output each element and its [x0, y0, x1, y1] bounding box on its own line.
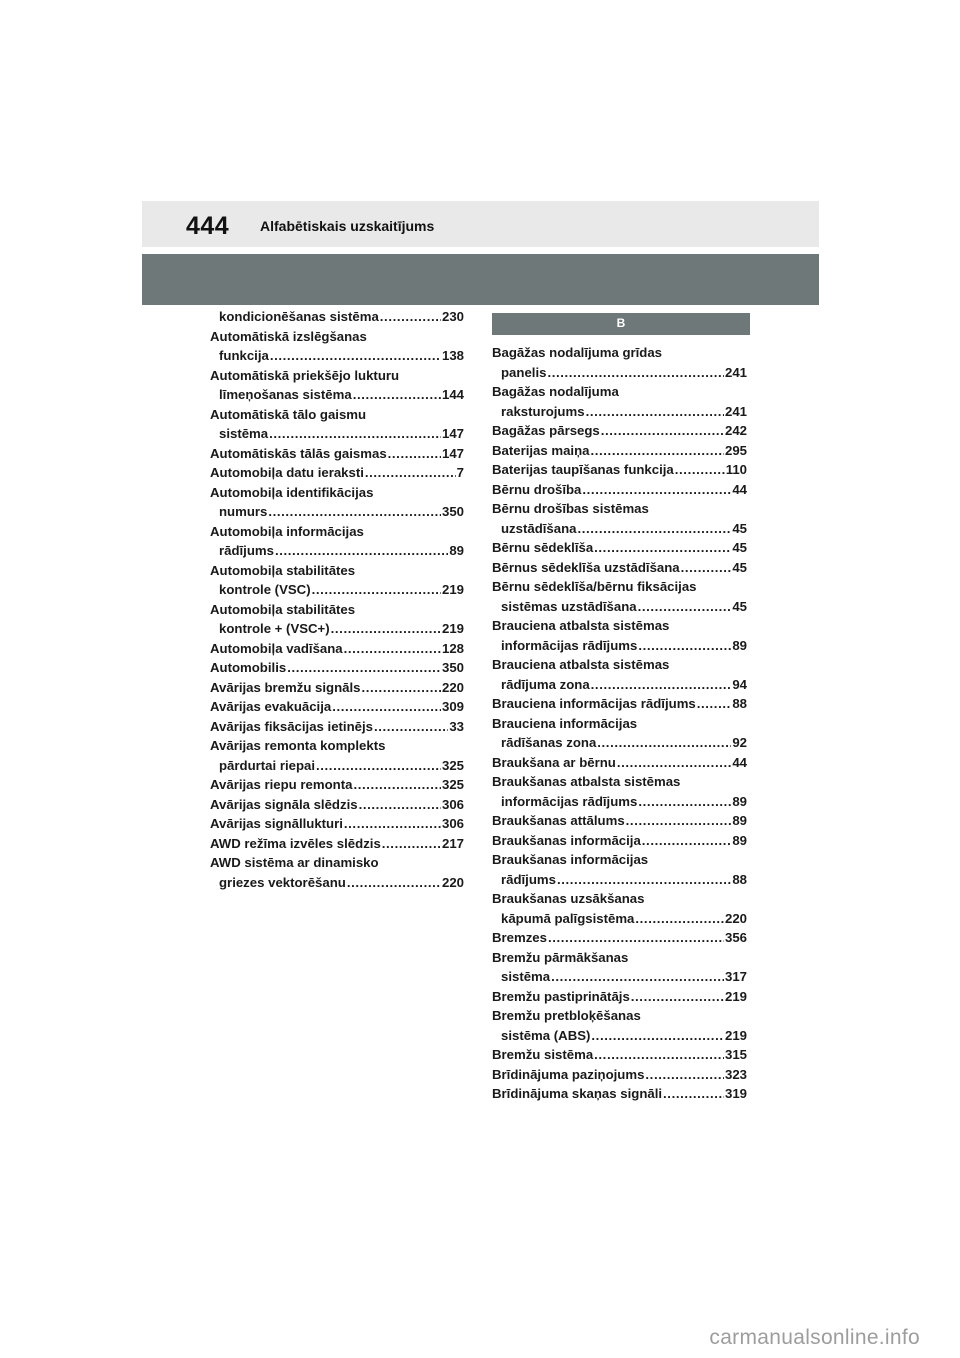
page-reference: 219	[441, 582, 464, 597]
index-entry-line	[210, 483, 464, 503]
index-entry	[492, 441, 747, 461]
index-entry	[210, 366, 464, 405]
index-term: Baterijas taupīšanas funkcija	[492, 462, 674, 477]
index-column-right	[492, 343, 747, 1104]
dot-leader	[586, 402, 724, 422]
index-entry-line	[492, 577, 747, 597]
index-term: numurs	[219, 504, 268, 519]
index-entry-line	[492, 460, 747, 480]
index-entry	[210, 561, 464, 600]
index-entry	[210, 483, 464, 522]
index-entry	[492, 655, 747, 694]
index-term: Bērnu sēdeklīša	[492, 540, 594, 555]
letter-heading-b: B	[492, 313, 750, 335]
dot-leader	[578, 519, 732, 539]
index-term: sistēmas uzstādīšana	[501, 598, 637, 614]
index-term: Brauciena informācijas rādījums	[492, 696, 696, 711]
dot-leader	[347, 873, 441, 893]
index-entry-line	[492, 1026, 747, 1046]
dot-leader	[344, 639, 441, 659]
index-entry-line	[492, 987, 747, 1007]
decorative-band	[142, 254, 819, 305]
index-term: Bērnu drošības sistēmas	[492, 501, 649, 516]
index-entry	[210, 658, 464, 678]
index-entry	[210, 463, 464, 483]
index-term: rādījums	[501, 871, 556, 887]
dot-leader	[601, 421, 724, 441]
index-entry-line	[210, 463, 464, 483]
index-entry	[210, 522, 464, 561]
index-entry-line	[210, 327, 464, 347]
index-term: informācijas rādījums	[501, 793, 638, 809]
page-reference: 220	[441, 874, 464, 890]
dot-leader	[638, 792, 731, 812]
index-term: Brauciena atbalsta sistēmas	[492, 618, 670, 633]
page-reference: 317	[724, 969, 747, 984]
index-entry-line	[492, 538, 747, 558]
index-entry	[492, 480, 747, 500]
index-term: Braukšanas informācijas	[492, 852, 649, 867]
index-entry-line	[210, 502, 464, 522]
index-entry	[210, 639, 464, 659]
index-entry	[492, 831, 747, 851]
index-term: AWD režīma izvēles slēdzis	[210, 835, 381, 851]
index-entry-line	[492, 870, 747, 890]
watermark: carmanualsonline.info	[709, 1326, 920, 1349]
index-entry	[492, 948, 747, 987]
index-term: Avārijas signāllukturi	[210, 816, 343, 831]
index-entry	[210, 405, 464, 444]
dot-leader	[551, 967, 724, 987]
page-reference: 220	[724, 910, 747, 926]
index-entry-line	[492, 948, 747, 968]
index-entry-line	[210, 678, 464, 698]
index-term: Automātiskā izslēgšanas	[210, 328, 367, 344]
index-entry	[492, 577, 747, 616]
index-entry-line	[210, 736, 464, 756]
dot-leader	[359, 795, 441, 815]
index-entry	[210, 795, 464, 815]
dot-leader	[548, 928, 724, 948]
index-entry-line	[210, 853, 464, 873]
index-entry-line	[492, 343, 747, 363]
index-term: Brīdinājuma skaņas signāli	[492, 1086, 663, 1101]
index-term: Braukšanas attālums	[492, 813, 625, 828]
index-entry	[492, 1065, 747, 1085]
index-entry-line	[210, 522, 464, 542]
index-term: rādīšanas zona	[501, 735, 597, 750]
index-entry	[492, 460, 747, 480]
dot-leader	[591, 675, 732, 695]
index-entry	[492, 889, 747, 928]
dot-leader	[675, 460, 725, 480]
index-entry	[210, 736, 464, 775]
page-reference: 89	[732, 832, 747, 848]
dot-leader	[547, 363, 724, 383]
dot-leader	[382, 834, 441, 854]
dot-leader	[645, 1065, 724, 1085]
page-reference: 89	[732, 637, 747, 653]
index-entry	[492, 558, 747, 578]
page-reference: 230	[441, 309, 464, 324]
index-term: Brīdinājuma paziņojums	[492, 1066, 645, 1082]
dot-leader	[380, 307, 441, 327]
dot-leader	[681, 558, 732, 578]
index-term: rādījuma zona	[501, 676, 590, 692]
index-entry-line	[492, 597, 747, 617]
index-term: līmeņošanas sistēma	[219, 387, 352, 402]
page-reference: 44	[732, 481, 747, 497]
dot-leader	[344, 814, 441, 834]
index-term: Automātiskās tālās gaismas	[210, 445, 387, 461]
dot-leader	[617, 753, 731, 773]
index-entry-line	[492, 636, 747, 656]
index-entry	[492, 694, 747, 714]
index-entry-line	[492, 675, 747, 695]
index-term: sistēma (ABS)	[501, 1027, 591, 1043]
index-entry-line	[492, 733, 747, 753]
index-entry-line	[210, 619, 464, 639]
page-number: 444	[186, 212, 230, 240]
index-column-left	[210, 307, 464, 892]
index-term: Avārijas riepu remonta	[210, 777, 353, 792]
index-term: informācijas rādījums	[501, 637, 638, 653]
index-entry-line	[210, 717, 464, 737]
index-term: Automobiļa vadīšana	[210, 640, 343, 656]
index-entry-line	[492, 694, 747, 714]
page-reference: 217	[441, 835, 464, 851]
index-term: kontrole + (VSC+)	[219, 621, 330, 636]
dot-leader	[557, 870, 731, 890]
index-term: Automobiļa stabilitātes	[210, 562, 356, 578]
index-entry-line	[492, 558, 747, 578]
page-reference: 92	[732, 735, 747, 750]
index-entry-line	[492, 850, 747, 870]
index-entry-line	[492, 421, 747, 441]
index-entry-line	[492, 441, 747, 461]
section-title: Alfabētiskais uzskaitījums	[260, 218, 435, 234]
index-entry	[492, 1045, 747, 1065]
index-entry-line	[492, 1084, 747, 1104]
index-entry	[492, 753, 747, 773]
index-entry-line	[210, 639, 464, 659]
index-entry	[210, 327, 464, 366]
index-term: griezes vektorēšanu	[219, 874, 346, 890]
index-term: panelis	[501, 364, 547, 380]
dot-leader	[332, 697, 441, 717]
index-term: sistēma	[219, 426, 269, 441]
page-reference: 128	[441, 640, 464, 656]
index-entry	[492, 616, 747, 655]
page-reference: 45	[732, 520, 747, 536]
index-entry-line	[210, 405, 464, 425]
page-reference: 325	[441, 757, 464, 773]
index-entry-line	[210, 561, 464, 581]
index-entry-line	[210, 795, 464, 815]
index-term: Braukšanas atbalsta sistēmas	[492, 774, 681, 789]
index-term: Avārijas remonta komplekts	[210, 738, 386, 753]
index-entry-line	[492, 928, 747, 948]
index-entry	[210, 307, 464, 327]
index-entry-line	[492, 1065, 747, 1085]
dot-leader	[269, 424, 441, 444]
index-entry-line	[210, 834, 464, 854]
index-term: Automobiļa informācijas	[210, 523, 364, 539]
index-entry-line	[210, 775, 464, 795]
index-entry-line	[492, 402, 747, 422]
index-entry	[210, 853, 464, 892]
page-reference: 7	[456, 465, 464, 480]
index-entry-line	[492, 1006, 747, 1026]
dot-leader	[362, 678, 441, 698]
index-entry-line	[210, 346, 464, 366]
index-entry-line	[492, 831, 747, 851]
index-entry	[492, 772, 747, 811]
index-term: Avārijas evakuācija	[210, 699, 332, 714]
page-reference: 219	[724, 988, 747, 1004]
index-term: rādījums	[219, 543, 274, 558]
dot-leader	[270, 346, 441, 366]
index-entry	[492, 382, 747, 421]
page-reference: 44	[732, 754, 747, 770]
dot-leader	[275, 541, 448, 561]
page-reference: 138	[441, 348, 464, 363]
dot-leader	[353, 385, 441, 405]
dot-leader	[374, 717, 448, 737]
page-reference: 323	[724, 1066, 747, 1082]
dot-leader	[635, 909, 724, 929]
page-reference: 110	[725, 462, 747, 477]
index-term: kondicionēšanas sistēma	[219, 309, 379, 324]
page-reference: 315	[724, 1047, 747, 1062]
index-entry-line	[210, 756, 464, 776]
page-reference: 88	[732, 871, 747, 887]
index-entry-line	[210, 658, 464, 678]
index-term: raksturojums	[501, 403, 585, 419]
page-reference: 295	[724, 442, 747, 458]
page-reference: 241	[724, 364, 747, 380]
index-entry-line	[210, 385, 464, 405]
page-reference: 147	[441, 426, 464, 441]
dot-leader	[365, 463, 456, 483]
dot-leader	[388, 444, 441, 464]
page-reference: 45	[732, 598, 747, 614]
dot-leader	[353, 775, 441, 795]
dot-leader	[594, 538, 731, 558]
page-reference: 144	[441, 387, 464, 402]
index-entry-line	[492, 616, 747, 636]
index-entry-line	[492, 519, 747, 539]
index-entry	[210, 834, 464, 854]
dot-leader	[591, 1026, 724, 1046]
index-term: kāpumā palīgsistēma	[501, 910, 635, 926]
index-term: pārdurtai riepai	[219, 757, 316, 773]
index-entry	[492, 1006, 747, 1045]
index-entry-line	[210, 366, 464, 386]
index-term: Brauciena atbalsta sistēmas	[492, 657, 670, 672]
index-term: Bērnus sēdeklīša uzstādīšana	[492, 559, 680, 575]
page-reference: 147	[441, 445, 464, 461]
index-entry-line	[210, 307, 464, 327]
index-term: Bremžu pretbloķēšanas	[492, 1008, 641, 1023]
index-term: Automātiskā tālo gaismu	[210, 406, 367, 422]
page-reference: 89	[732, 813, 747, 828]
page-reference: 45	[732, 540, 747, 555]
page-reference: 219	[441, 621, 464, 636]
index-entry-line	[492, 714, 747, 734]
index-term: Automobiļa stabilitātes	[210, 601, 356, 617]
dot-leader	[638, 597, 732, 617]
header-band	[142, 201, 819, 247]
index-term: Bremžu pārmākšanas	[492, 949, 629, 965]
dot-leader	[582, 480, 731, 500]
index-term: Bremzes	[492, 930, 547, 945]
page-reference: 89	[732, 793, 747, 809]
index-term: Automobilis	[210, 660, 287, 675]
index-entry	[492, 343, 747, 382]
index-entry-line	[210, 424, 464, 444]
index-entry-line	[492, 363, 747, 383]
index-entry	[492, 987, 747, 1007]
page-reference: 319	[724, 1086, 747, 1101]
dot-leader	[591, 441, 724, 461]
index-entry-line	[210, 580, 464, 600]
index-term: Bērnu sēdeklīša/bērnu fiksācijas	[492, 579, 697, 594]
index-term: kontrole (VSC)	[219, 582, 311, 597]
index-term: Bērnu drošība	[492, 481, 582, 497]
page-reference: 45	[732, 559, 747, 575]
page-reference: 309	[441, 699, 464, 714]
dot-leader	[312, 580, 441, 600]
index-term: Braukšanas uzsākšanas	[492, 891, 645, 906]
page-reference: 356	[724, 930, 747, 945]
index-entry-line	[492, 909, 747, 929]
index-entry	[492, 714, 747, 753]
dot-leader	[316, 756, 441, 776]
page-reference: 33	[449, 718, 464, 734]
index-term: sistēma	[501, 969, 551, 984]
page-reference: 350	[441, 504, 464, 519]
index-entry-line	[210, 444, 464, 464]
index-entry	[210, 444, 464, 464]
index-term: Bagāžas pārsegs	[492, 423, 600, 438]
page-reference: 350	[441, 660, 464, 675]
page-reference: 241	[724, 403, 747, 419]
page-reference: 306	[441, 816, 464, 831]
page-reference: 89	[449, 543, 464, 558]
dot-leader	[642, 831, 732, 851]
index-entry-line	[492, 480, 747, 500]
page-reference: 220	[441, 679, 464, 695]
index-entry-line	[492, 1045, 747, 1065]
index-entry	[492, 850, 747, 889]
page-reference: 306	[441, 796, 464, 812]
index-entry-line	[492, 499, 747, 519]
index-entry-line	[210, 814, 464, 834]
index-term: Bagāžas nodalījuma grīdas	[492, 345, 663, 360]
dot-leader	[631, 987, 724, 1007]
index-entry-line	[210, 600, 464, 620]
index-entry	[210, 717, 464, 737]
dot-leader	[663, 1084, 724, 1104]
dot-leader	[331, 619, 441, 639]
dot-leader	[697, 694, 732, 714]
page-reference: 219	[724, 1027, 747, 1043]
index-term: Brauciena informācijas	[492, 715, 638, 731]
index-entry-line	[492, 655, 747, 675]
index-term: Automobiļa datu ieraksti	[210, 465, 364, 480]
index-term: funkcija	[219, 348, 269, 363]
index-entry-line	[492, 811, 747, 831]
index-entry-line	[492, 753, 747, 773]
index-entry	[210, 600, 464, 639]
index-entry-line	[210, 873, 464, 893]
index-term: Bagāžas nodalījuma	[492, 384, 619, 399]
index-entry	[492, 499, 747, 538]
index-entry	[492, 811, 747, 831]
page-reference: 88	[732, 696, 747, 711]
page-reference: 242	[724, 423, 747, 438]
page-reference: 325	[441, 777, 464, 792]
index-term: Bremžu pastiprinātājs	[492, 988, 630, 1004]
index-entry	[210, 775, 464, 795]
index-entry-line	[210, 697, 464, 717]
dot-leader	[287, 658, 441, 678]
index-entry-line	[492, 967, 747, 987]
index-term: Automātiskā priekšējo lukturu	[210, 367, 400, 383]
dot-leader	[594, 1045, 724, 1065]
index-entry-line	[210, 541, 464, 561]
index-term: Braukšana ar bērnu	[492, 754, 616, 770]
index-term: Bremžu sistēma	[492, 1047, 594, 1062]
index-entry	[492, 1084, 747, 1104]
dot-leader	[638, 636, 731, 656]
index-entry	[492, 421, 747, 441]
index-term: Avārijas fiksācijas ietinējs	[210, 718, 373, 734]
index-entry	[492, 928, 747, 948]
index-term: Avārijas bremžu signāls	[210, 679, 361, 695]
index-entry	[210, 697, 464, 717]
index-entry	[210, 814, 464, 834]
index-term: Automobiļa identifikācijas	[210, 484, 374, 500]
index-entry	[492, 538, 747, 558]
index-term: Braukšanas informācija	[492, 832, 641, 848]
page-reference: 94	[732, 676, 747, 692]
index-entry	[210, 678, 464, 698]
index-term: AWD sistēma ar dinamisko	[210, 855, 379, 870]
dot-leader	[597, 733, 731, 753]
index-entry-line	[492, 382, 747, 402]
dot-leader	[626, 811, 732, 831]
index-entry-line	[492, 792, 747, 812]
dot-leader	[268, 502, 441, 522]
index-term: Avārijas signāla slēdzis	[210, 796, 358, 812]
index-term: Baterijas maiņa	[492, 442, 590, 458]
index-term: uzstādīšana	[501, 520, 577, 536]
index-entry-line	[492, 772, 747, 792]
index-entry-line	[492, 889, 747, 909]
